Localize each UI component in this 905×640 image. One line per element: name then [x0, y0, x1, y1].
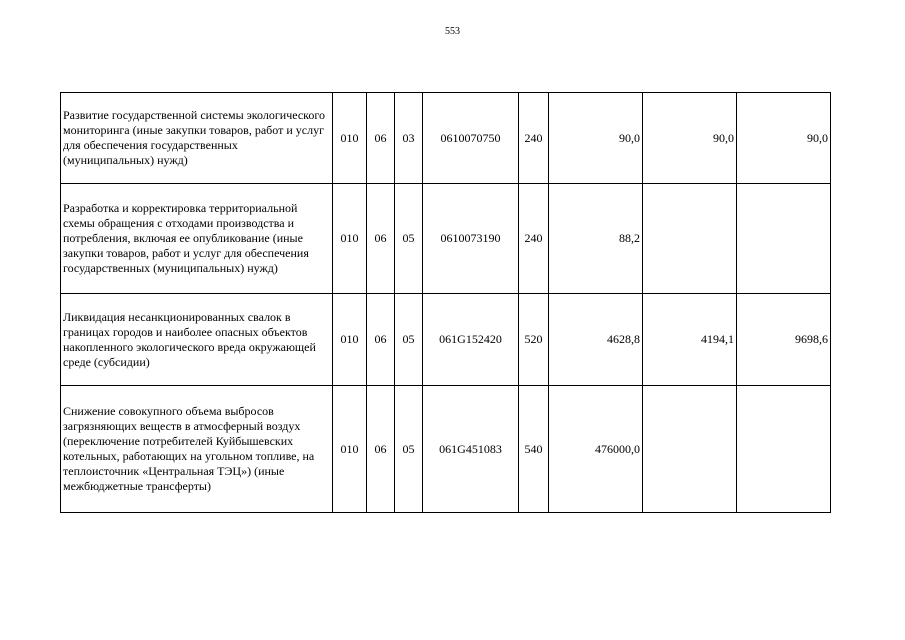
expense-type-code: 520: [519, 294, 549, 386]
subsection-code: 05: [395, 294, 423, 386]
amount-year-2: [643, 386, 737, 513]
ministry-code: 010: [333, 184, 367, 294]
expense-type-code: 540: [519, 386, 549, 513]
ministry-code: 010: [333, 93, 367, 184]
expense-name: Ликвидация несанкционированных свалок в границах городов и наиболее опасных объектов накопленного экологического вреда окружающей среде (субсидии): [61, 294, 333, 386]
expense-type-code: 240: [519, 93, 549, 184]
ministry-code: 010: [333, 294, 367, 386]
expense-name: Развитие государственной системы экологического мониторинга (иные закупки товаров, работ и услуг для обеспечения государственных (муниципальных) нужд): [61, 93, 333, 184]
amount-year-2: 90,0: [643, 93, 737, 184]
amount-year-3: 9698,6: [737, 294, 831, 386]
amount-year-1: 4628,8: [549, 294, 643, 386]
target-article-code: 0610073190: [423, 184, 519, 294]
table-row: [61, 386, 831, 513]
section-code: 06: [367, 184, 395, 294]
expense-name: Разработка и корректировка территориальной схемы обращения с отходами производства и потребления, включая ее опубликование (иные закупки товаров, работ и услуг для обеспечения государственных (муниципальных) нужд): [61, 184, 333, 294]
amount-year-2: [643, 184, 737, 294]
table-row: [61, 184, 831, 294]
section-code: 06: [367, 294, 395, 386]
amount-year-1: 476000,0: [549, 386, 643, 513]
expense-name: Снижение совокупного объема выбросов загрязняющих веществ в атмосферный воздух (переключение потребителей Куйбышевских котельных, работающих на угольном топливе, на теплоисточник «Центральная ТЭЦ») (иные межбюджетные трансферты): [61, 386, 333, 513]
budget-table: [60, 92, 831, 513]
table-row: [61, 93, 831, 184]
subsection-code: 03: [395, 93, 423, 184]
section-code: 06: [367, 93, 395, 184]
amount-year-1: 88,2: [549, 184, 643, 294]
amount-year-3: [737, 386, 831, 513]
subsection-code: 05: [395, 184, 423, 294]
ministry-code: 010: [333, 386, 367, 513]
page-number: 553: [445, 26, 460, 37]
target-article-code: 061G152420: [423, 294, 519, 386]
table-row: [61, 294, 831, 386]
amount-year-3: [737, 184, 831, 294]
target-article-code: 0610070750: [423, 93, 519, 184]
amount-year-3: 90,0: [737, 93, 831, 184]
amount-year-1: 90,0: [549, 93, 643, 184]
expense-type-code: 240: [519, 184, 549, 294]
amount-year-2: 4194,1: [643, 294, 737, 386]
subsection-code: 05: [395, 386, 423, 513]
target-article-code: 061G451083: [423, 386, 519, 513]
section-code: 06: [367, 386, 395, 513]
